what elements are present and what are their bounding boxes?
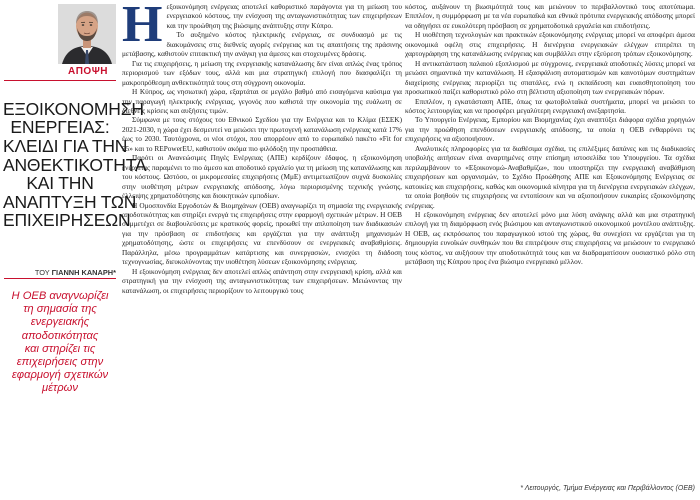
body-column-1 <box>122 2 402 295</box>
author-photo <box>58 4 116 64</box>
divider-top <box>4 80 116 81</box>
body-paragraph: Η Ομοσπονδία Εργοδοτών & Βιομηχάνων (ΟΕΒ) αναγνωρίζει τη σημασία της ενεργειακής αποδοτικότητας και στηρίζει ενεργά τις επιχειρήσεις στην εφαρμογή σχετικών μέτρων. Η ΟΕΒ συμμετέχει σε διαβουλεύσεις με κρατικούς φορείς, προωθεί την απλοποίηση των διαδικασιών για την πρόσβαση σε επιδοτήσεις και εργάζεται για την ανάπτυξη μηχανισμών χρηματοδότησης, ώστε οι επιχειρήσεις να επενδύσουν σε ενεργειακές αναβαθμίσεις. Παράλληλα, μέσω προγραμμάτων κατάρτισης και συνεργασιών, ενισχύει τη διάδοση τεχνογνωσίας, διευκολύνοντας την υιοθέτηση λύσεων εξοικονόμησης ενέργειας. <box>122 200 402 267</box>
body-paragraph: Αναλυτικές πληροφορίες για τα διαθέσιμα σχέδια, τις επιλέξιμες δαπάνες και τις διαδικασίες υποβολής αιτήσεων είναι αναρτημένες στην επίσημη ιστοσελίδα του Υπουργείου. Τα σχέδια περιλαμβάνουν το «Εξοικονομώ-Αναβαθμίζω», που υποστηρίζει την ενεργειακή αναβάθμιση επιχειρήσεων και οργανισμών, το Σχέδιο Προώθησης ΑΠΕ και Εξοικονόμησης Ενέργειας σε κατοικίες και επιχειρήσεις, καθώς και οικονομικά κίνητρα για τη διενέργεια ενεργειακών ελέγχων, τα οποία βοηθούν τις επιχειρήσεις να εντοπίσουν και να αξιοποιήσουν ευκαιρίες εξοικονόμησης ενέργειας. <box>405 143 695 210</box>
headline-line: ΕΠΙΧΕΙΡΗΣΕΩΝ <box>3 210 131 231</box>
body-paragraph: Η Κύπρος, ως νησιωτική χώρα, εξαρτάται σε μεγάλο βαθμό από εισαγόμενα καύσιμα για την παραγωγή ηλεκτρικής ενέργειας, γεγονός που καθιστά την οικονομία της ευάλωτη σε διεθνείς κρίσεις και αυξήσεις τιμών. <box>122 87 402 115</box>
body-column-2 <box>405 2 695 267</box>
body-paragraph: Το αυξημένο κόστος ηλεκτρικής ενέργειας, σε συνδυασμό με τις διακυμάνσεις στις διεθνείς αγορές ενέργειας και τις απαιτήσεις της πράσινης μετάβασης, καθιστούν επιτακτική την ανάγκη για άμεσες και στοχευμένες δράσεις. <box>122 30 402 59</box>
body-paragraph: κόστος, αυξάνουν τη βιωσιμότητά τους και μειώνουν το περιβαλλοντικό τους αποτύπωμα. Επιπλέον, η συμμόρφωση με τα νέα ευρωπαϊκά και εθνικά πρότυπα ενεργειακής απόδοσης μπορεί να οδηγήσει σε ευκολότερη πρόσβαση σε χρηματοδοτικά εργαλεία και επιδοτήσεις. <box>405 2 695 30</box>
headline-line: ΕΞΟΙΚΟΝΟΜΗΣΗ <box>3 98 144 119</box>
byline-author: ΓΙΑΝΝΗ ΚΑΝΑΡΗ* <box>51 268 116 277</box>
headline-line: ΑΝΘΕΚΤΙΚΟΤΗΤΑ <box>3 154 147 175</box>
headline-line: ΑΝΑΠΤΥΞΗ ΤΩΝ <box>3 191 137 212</box>
author-portrait-image <box>58 4 116 64</box>
pull-quote-line: μέτρων <box>42 382 78 395</box>
left-sidebar <box>0 0 147 500</box>
section-label: ΑΠΟΨΗ <box>67 66 109 77</box>
author-footnote: * Λειτουργός, Τμήμα Ενέργειας και Περιβάλλοντος (ΟΕΒ) <box>520 485 695 492</box>
drop-cap: Η <box>122 0 163 53</box>
paragraph-text: εξοικονόμηση ενέργειας αποτελεί καθοριστικό παράγοντα για τη μείωση του ενεργειακού κόστους, την ενίσχυση της ανταγωνιστικότητας των επιχειρήσεων και την προώθηση της βιώσιμης ανάπτυξης στην Κύπρο. <box>166 2 402 30</box>
divider-mid <box>4 278 116 279</box>
pull-quote-line: αποδοτικότητας <box>21 329 99 342</box>
body-paragraph: Η εξοικονόμηση ενέργειας δεν αποτελεί μόνο μια λύση ανάγκης αλλά και μια στρατηγική επιλογή για τη διαμόρφωση ενός βιώσιμου και ανταγωνιστικού οικονομικού μοντέλου ανάπτυξης. Η ΟΕΒ, ως εκπρόσωπος του παραγωγικού ιστού της χώρας, θα συνεχίσει να εργάζεται για τη δημιουργία ευνοϊκών συνθηκών που θα επιτρέψουν στις επιχειρήσεις να μειώσουν το ενεργειακό τους κόστος, να αυξήσουν την αποδοτικότητά τους και να διαδραματίσουν ουσιαστικό ρόλο στη μετάβαση της Κύπρου προς ένα βιώσιμο ενεργειακό μέλλον. <box>405 209 695 267</box>
pull-quote-line: και στηρίζει τις <box>24 342 96 355</box>
headline-line: ΕΝΕΡΓΕΙΑΣ: <box>10 117 110 138</box>
body-paragraph: Η αντικατάσταση παλαιού εξοπλισμού με σύγχρονες, ενεργειακά αποδοτικές λύσεις μπορεί να μειώσει σημαντικά την κατανάλωση. Η εξασφάλιση αυτοματισμών και καινοτόμων συστημάτων διαχείρισης ενέργειας περιορίζει τις σπατάλες, ενώ η εκπαίδευση και ευαισθητοποίηση του προσωπικού παίζει καθοριστικό ρόλο στη βέλτιστη αξιοποίηση των ενεργειακών πόρων. <box>405 58 695 97</box>
body-paragraph: Παρότι οι Ανανεώσιμες Πηγές Ενέργειας (ΑΠΕ) κερδίζουν έδαφος, η εξοικονόμηση ενέργειας παραμένει το πιο άμεσο και αποδοτικό εργαλείο για τη μείωση της κατανάλωσης και του κόστους. Ωστόσο, οι μικρομεσαίες επιχειρήσεις (ΜμΕ) αντιμετωπίζουν συχνά δυσκολίες στην υιοθέτηση μέτρων ενεργειακής απόδοσης, λόγω περιορισμένης τεχνικής γνώσης, έλλειψης χρηματοδότησης και διοικητικών εμποδίων. <box>122 153 402 201</box>
pull-quote-line: εφαρμογή σχετικών <box>11 369 109 382</box>
pull-quote-line: επιχειρήσεις στην <box>16 356 104 369</box>
byline-prefix: ΤΟΥ <box>34 268 50 277</box>
body-paragraph: Το Υπουργείο Ενέργειας, Εμπορίου και Βιομηχανίας έχει αναπτύξει διάφορα σχέδια χορηγιών για την προώθηση επενδύσεων ενεργειακής απόδοσης, τα οποία η ΟΕΒ ενθαρρύνει τις επιχειρήσεις να αξιοποιήσουν. <box>405 115 695 144</box>
byline <box>4 268 116 277</box>
body-paragraph: Η εξοικονόμηση ενέργειας δεν αποτελεί απλώς απάντηση στην ενεργειακή κρίση, αλλά και στρατηγική για την ενίσχυση της ανταγωνιστικότητας των επιχειρήσεων. Μειώνοντας την κατανάλωση, οι επιχειρήσεις περιορίζουν το λειτουργικό τους <box>122 266 402 295</box>
article-headline <box>3 98 147 231</box>
pull-quote-line: ενεργειακής <box>30 316 90 329</box>
body-paragraph: Επιπλέον, η εγκατάσταση ΑΠΕ, όπως τα φωτοβολταϊκά συστήματα, μπορεί να μειώσει το κόστος λειτουργίας και να προσφέρει μεγαλύτερη ενεργειακή ανεξαρτησία. <box>405 96 695 115</box>
pull-quote <box>4 290 116 396</box>
pull-quote-line: Η ΟΕΒ αναγνωρίζει <box>11 290 109 302</box>
body-paragraph: Σύμφωνα με τους στόχους του Εθνικού Σχεδίου για την Ενέργεια και το Κλίμα (ΕΣΕΚ) 2021-2030, η χώρα έχει δεσμευτεί να μειώσει την πρωτογενή κατανάλωση ενέργειας κατά 17% έως το 2030. Ταυτόχρονα, οι νέοι στόχοι, που απορρέουν από το ευρωπαϊκό πακέτο «Fit for 55» και το REPowerEU, καθιστούν ακόμα πιο φιλόδοξη την προσπάθεια. <box>122 115 402 153</box>
headline-line: ΚΑΙ ΤΗΝ <box>26 173 94 194</box>
body-paragraph: Η υιοθέτηση τεχνολογιών και πρακτικών εξοικονόμησης ενέργειας μπορεί να αποφέρει άμεσα οικονομικά οφέλη στις επιχειρήσεις. Η διενέργεια ενεργειακών ελέγχων επιτρέπει τη χαρτογράφηση της κατανάλωσης ενέργειας και συμβάλλει στην εξεύρεση τρόπων εξοικονόμησης. <box>405 30 695 59</box>
headline-line: ΚΛΕΙΔΙ ΓΙΑ ΤΗΝ <box>3 135 128 156</box>
pull-quote-line: τη σημασία της <box>23 303 97 316</box>
body-paragraph: Για τις επιχειρήσεις, η μείωση της ενεργειακής κατανάλωσης δεν είναι απλώς ένας τρόπος περιορισμού των εξόδων τους, αλλά και μια στρατηγική επιλογή που διασφαλίζει τη μακροπρόθεσμη ανθεκτικότητά τους στη σύγχρονη οικονομία. <box>122 58 402 87</box>
